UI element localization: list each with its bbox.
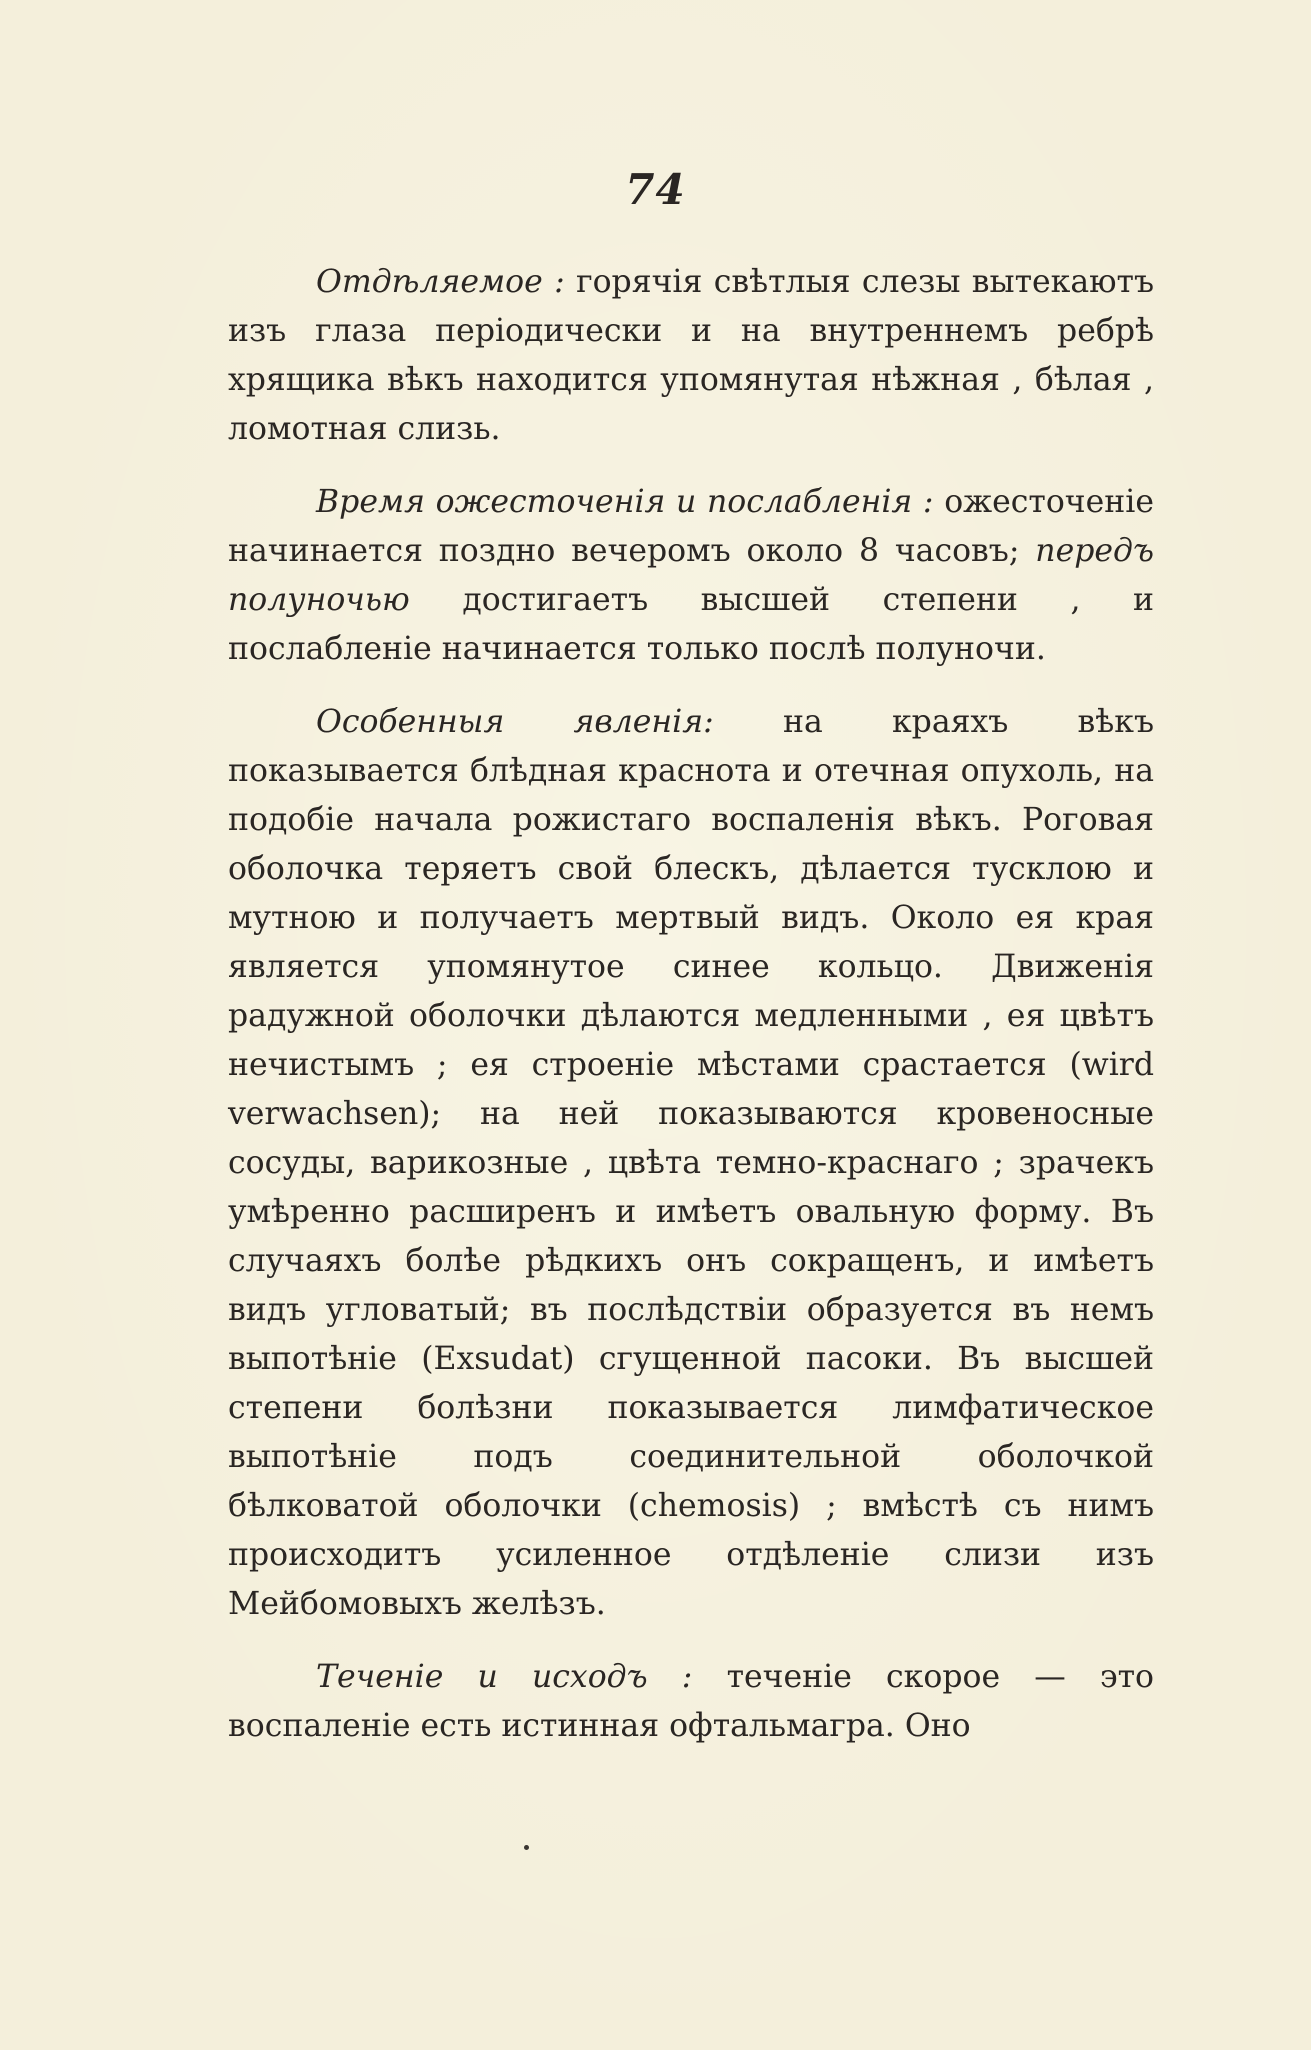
paragraph-exacerbation-time [228, 478, 1154, 674]
paragraph-body-continued: достигаетъ высшей степени , и послабленіе начинается только послѣ полуночи. [228, 582, 1154, 667]
paragraph-heading: Отдѣляемое : [316, 264, 565, 300]
page-number: 74 [625, 165, 686, 214]
paragraph-body: ожесточеніе начинается поздно вечеромъ около 8 часовъ; [228, 484, 1154, 569]
paragraph-body: горячія свѣтлыя слезы вытекаютъ изъ глаза періодически и на внутреннемъ ребрѣ хрящика вѣкъ находится упомянутая нѣжная , бѣлая , ломотная слизь. [228, 264, 1155, 447]
paragraph-body: на краяхъ вѣкъ показывается блѣдная краснота и отечная опухоль, на подобіе начала рожистаго воспаленія вѣкъ. Роговая оболочка теряетъ свой блескъ, дѣлается тусклою и мутною и получаетъ мертвый видъ. Около ея края является упомянутое синее кольцо. Движенія радужной оболочки дѣлаются медленными , ея цвѣтъ нечистымъ ; ея строеніе мѣстами срастается (wird verwachsen); на ней показываются кровеносные сосуды, варикозные , цвѣта темно-краснаго ; зрачекъ умѣренно расширенъ и имѣетъ овальную форму. Въ случаяхъ болѣе рѣдкихъ онъ сокращенъ, и имѣетъ видъ угловатый; въ послѣдствіи образуется въ немъ выпотѣніе (Exsudat) сгущенной пасоки. Въ высшей степени болѣзни показывается лимфатическое выпотѣніе подъ соединительной оболочкой бѣлковатой оболочки (chemosis) ; вмѣстѣ съ нимъ происходитъ усиленное отдѣленіе слизи изъ Мейбомовыхъ желѣзъ. [228, 704, 1154, 1622]
paragraph-discharge [228, 258, 1154, 454]
paragraph-heading: Теченіе и исходъ : [316, 1659, 693, 1695]
paragraph-special-phenomena [228, 698, 1154, 1629]
paragraph-heading: Время ожесточенія и послабленія : [316, 484, 934, 520]
body-text [228, 258, 1154, 1775]
paragraph-course-outcome [228, 1653, 1154, 1751]
paragraph-heading: Особенныя явленія: [316, 704, 714, 740]
ink-speck [524, 1845, 529, 1850]
italic-phrase: передъ полуночью [228, 533, 1154, 618]
paragraph-body: теченіе скорое — это воспаленіе есть истинная офтальмагра. Оно [228, 1659, 1154, 1744]
